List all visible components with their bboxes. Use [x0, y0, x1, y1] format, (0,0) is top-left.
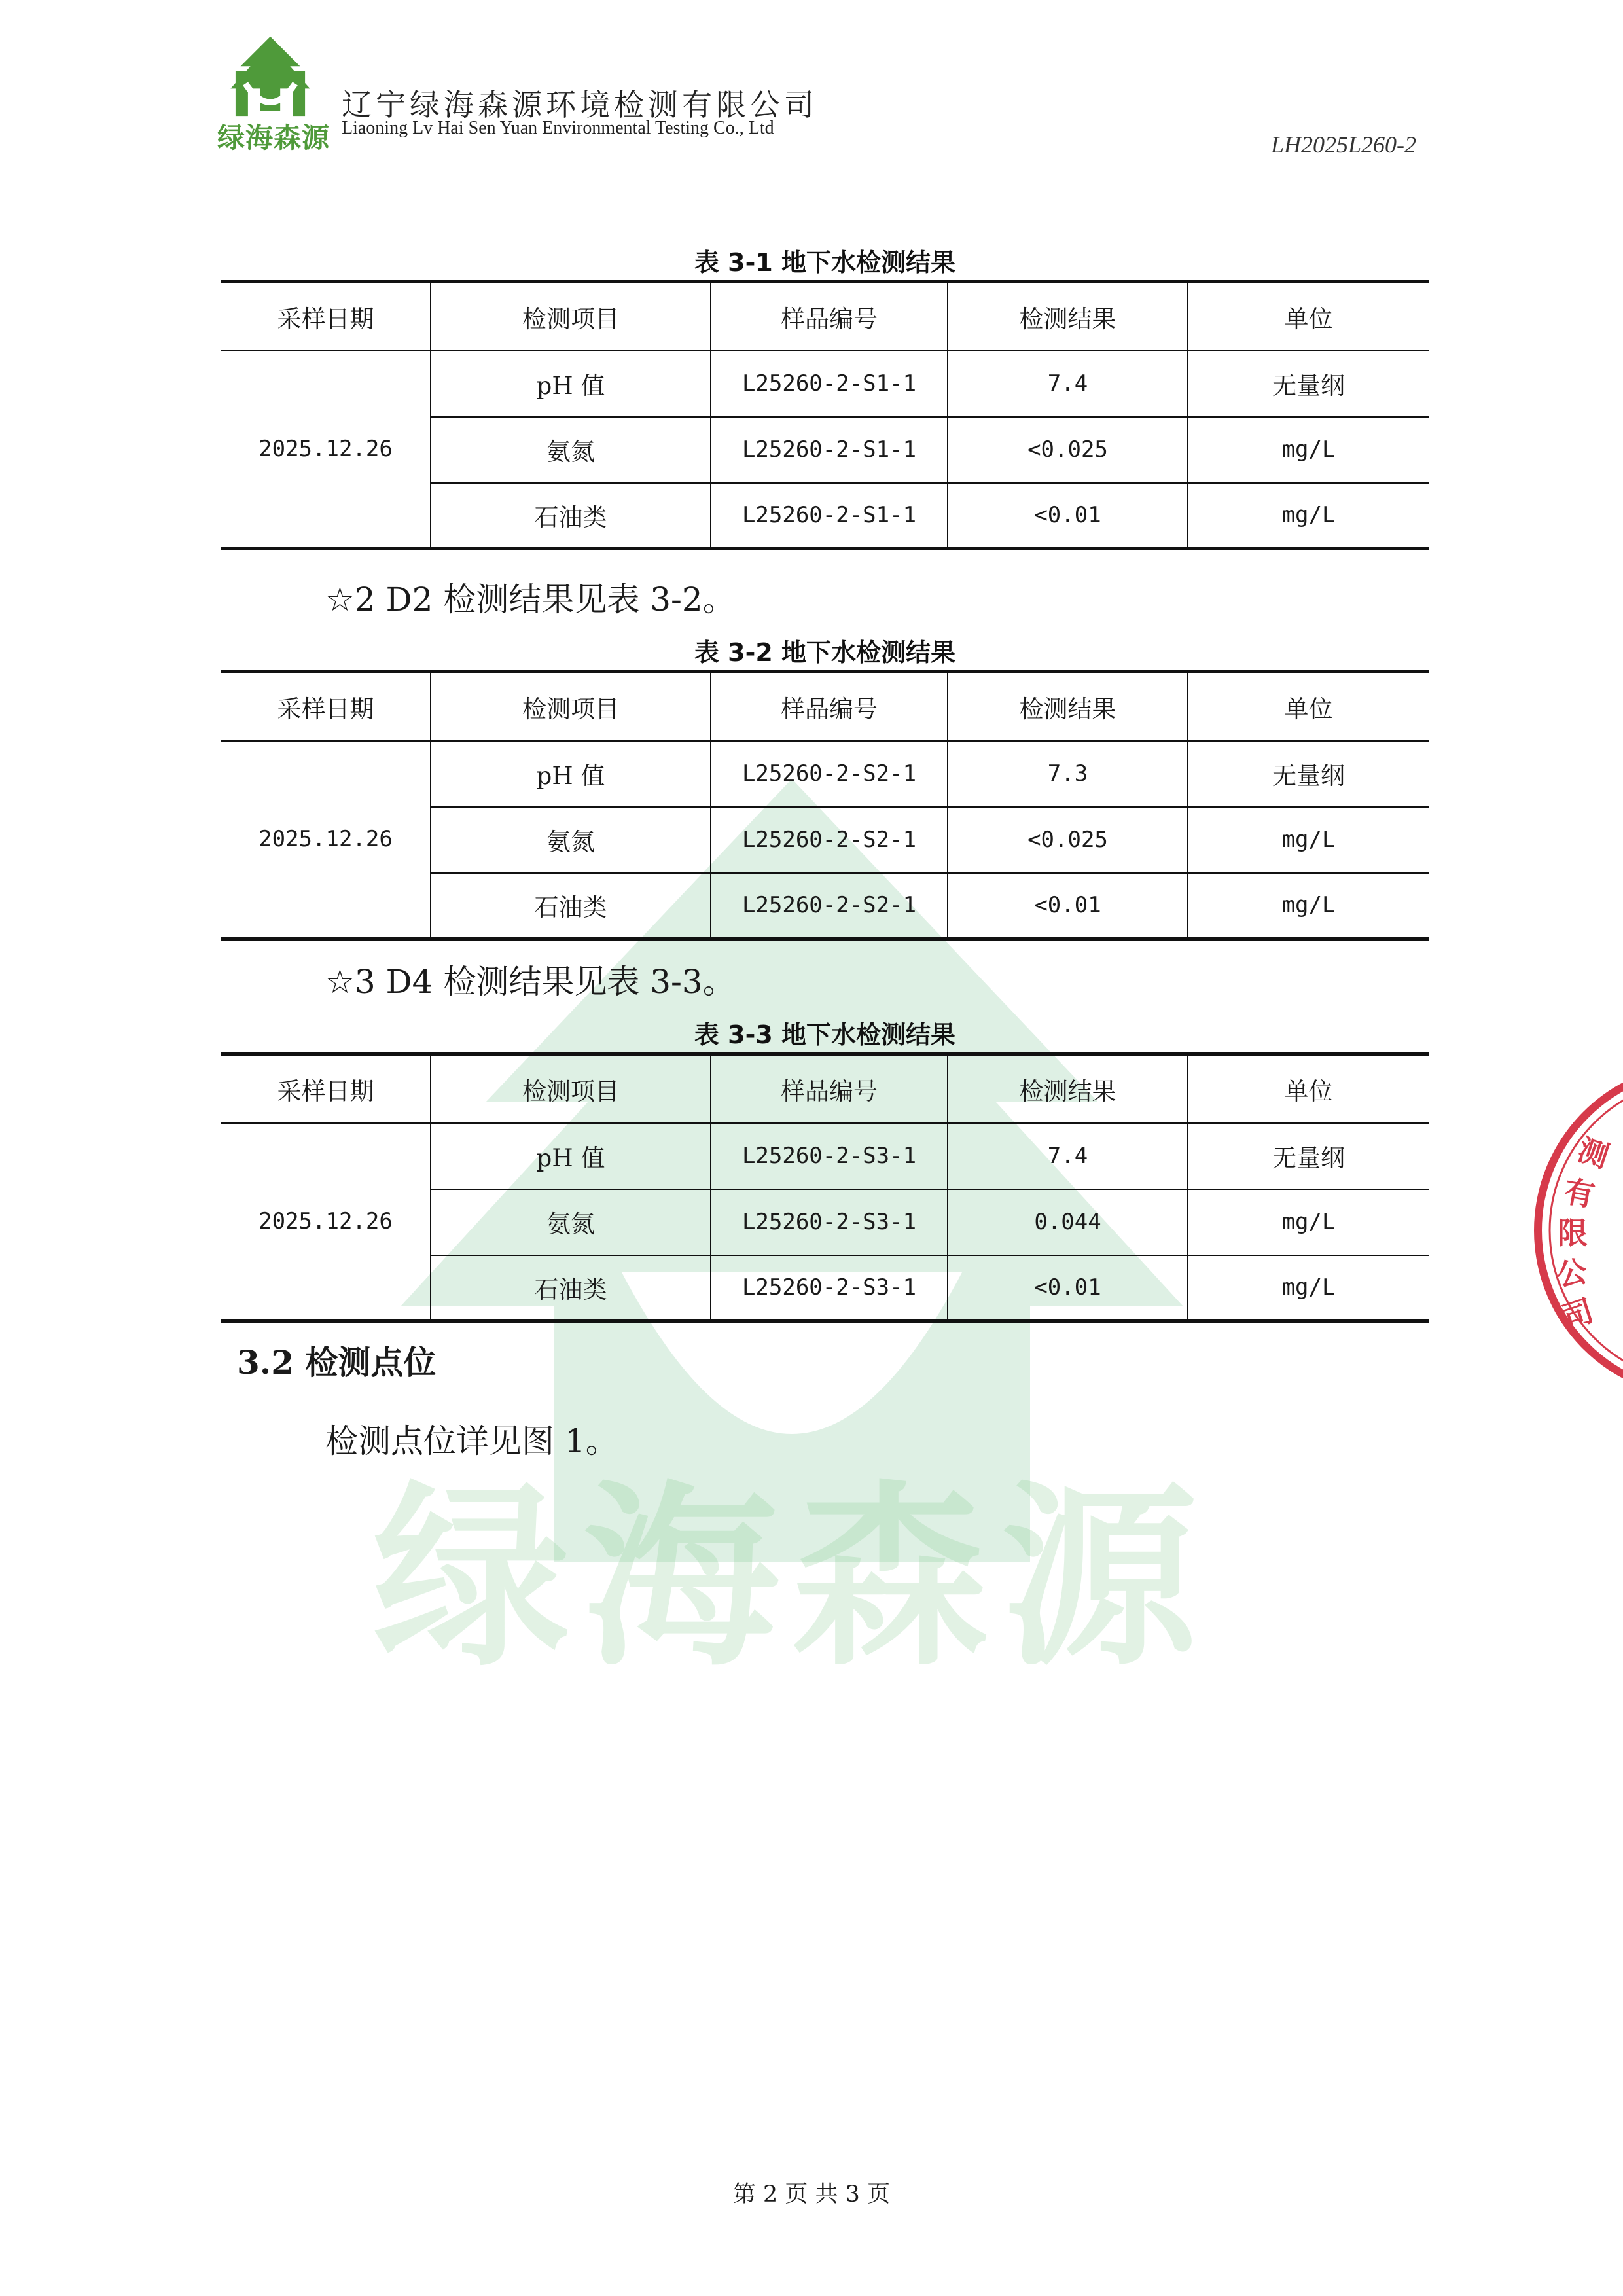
sample-id: L25260-2-S2-1 [711, 807, 948, 873]
svg-text:测: 测 [1573, 1132, 1614, 1175]
unit: mg/L [1188, 873, 1429, 939]
header-unit: 单位 [1188, 672, 1429, 741]
unit: 无量纲 [1188, 351, 1429, 417]
report-number: LH2025L260-2 [1270, 132, 1416, 158]
header-test-item: 检测项目 [431, 282, 711, 351]
svg-text:公: 公 [1554, 1253, 1590, 1293]
result-value: 7.4 [948, 1123, 1188, 1189]
header-sampling-date: 采样日期 [221, 1054, 431, 1123]
unit: 无量纲 [1188, 1123, 1429, 1189]
results-table-3-3 [221, 1052, 1429, 1323]
table-row [221, 1123, 1429, 1189]
header-result: 检测结果 [948, 282, 1188, 351]
test-item: 石油类 [431, 873, 711, 939]
test-item: 氨氮 [431, 1189, 711, 1255]
header-test-item: 检测项目 [431, 672, 711, 741]
result-value: 7.4 [948, 351, 1188, 417]
result-value: <0.01 [948, 873, 1188, 939]
sampling-date: 2025.12.26 [221, 741, 431, 939]
test-item: pH 值 [431, 351, 711, 417]
unit: mg/L [1188, 483, 1429, 549]
test-item: pH 值 [431, 1123, 711, 1189]
header-sample-id: 样品编号 [711, 1054, 948, 1123]
section-body: 检测点位详见图 1。 [325, 1422, 618, 1460]
company-name-cn: 辽宁绿海森源环境检测有限公司 [342, 87, 818, 122]
sample-id: L25260-2-S2-1 [711, 741, 948, 807]
paragraph-d2: ☆2 D2 检测结果见表 3-2。 [325, 581, 736, 619]
unit: mg/L [1188, 1255, 1429, 1321]
table-row [221, 351, 1429, 417]
sampling-date: 2025.12.26 [221, 351, 431, 549]
company-name-en: Liaoning Lv Hai Sen Yuan Environmental Testing Co., Ltd [342, 118, 774, 138]
sample-id: L25260-2-S3-1 [711, 1189, 948, 1255]
sample-id: L25260-2-S1-1 [711, 483, 948, 549]
test-item: 石油类 [431, 1255, 711, 1321]
paragraph-d4: ☆3 D4 检测结果见表 3-3。 [325, 963, 736, 1001]
result-value: <0.025 [948, 417, 1188, 483]
unit: 无量纲 [1188, 741, 1429, 807]
test-item: 氨氮 [431, 417, 711, 483]
header-sample-id: 样品编号 [711, 672, 948, 741]
header-result: 检测结果 [948, 672, 1188, 741]
unit: mg/L [1188, 417, 1429, 483]
test-item: pH 值 [431, 741, 711, 807]
sampling-date: 2025.12.26 [221, 1123, 431, 1321]
result-value: <0.01 [948, 483, 1188, 549]
section-title: 3.2 检测点位 [237, 1343, 437, 1382]
header-test-item: 检测项目 [431, 1054, 711, 1123]
sample-id: L25260-2-S1-1 [711, 417, 948, 483]
svg-text:司: 司 [1558, 1292, 1598, 1336]
svg-text:限: 限 [1558, 1215, 1588, 1251]
result-value: <0.025 [948, 807, 1188, 873]
result-value: <0.01 [948, 1255, 1188, 1321]
sample-id: L25260-2-S2-1 [711, 873, 948, 939]
sample-id: L25260-2-S1-1 [711, 351, 948, 417]
test-item: 石油类 [431, 483, 711, 549]
results-table-3-1 [221, 280, 1429, 550]
company-seal-icon [1525, 1047, 1623, 1414]
result-value: 7.3 [948, 741, 1188, 807]
unit: mg/L [1188, 1189, 1429, 1255]
table-caption-3-3: 表 3-3 地下水检测结果 [694, 1020, 956, 1049]
header-unit: 单位 [1188, 1054, 1429, 1123]
unit: mg/L [1188, 807, 1429, 873]
header-sampling-date: 采样日期 [221, 672, 431, 741]
sample-id: L25260-2-S3-1 [711, 1255, 948, 1321]
table-caption-3-1: 表 3-1 地下水检测结果 [694, 248, 956, 277]
result-value: 0.044 [948, 1189, 1188, 1255]
header-result: 检测结果 [948, 1054, 1188, 1123]
page-footer: 第 2 页 共 3 页 [732, 2181, 891, 2208]
header-unit: 单位 [1188, 282, 1429, 351]
header-sample-id: 样品编号 [711, 282, 948, 351]
logo-text: 绿海森源 [217, 122, 330, 154]
sample-id: L25260-2-S3-1 [711, 1123, 948, 1189]
table-caption-3-2: 表 3-2 地下水检测结果 [694, 638, 956, 667]
svg-text:有: 有 [1561, 1173, 1597, 1213]
header-sampling-date: 采样日期 [221, 282, 431, 351]
watermark-text: 绿海森源 [373, 1464, 1211, 1693]
table-row [221, 741, 1429, 807]
test-item: 氨氮 [431, 807, 711, 873]
results-table-3-2 [221, 670, 1429, 941]
